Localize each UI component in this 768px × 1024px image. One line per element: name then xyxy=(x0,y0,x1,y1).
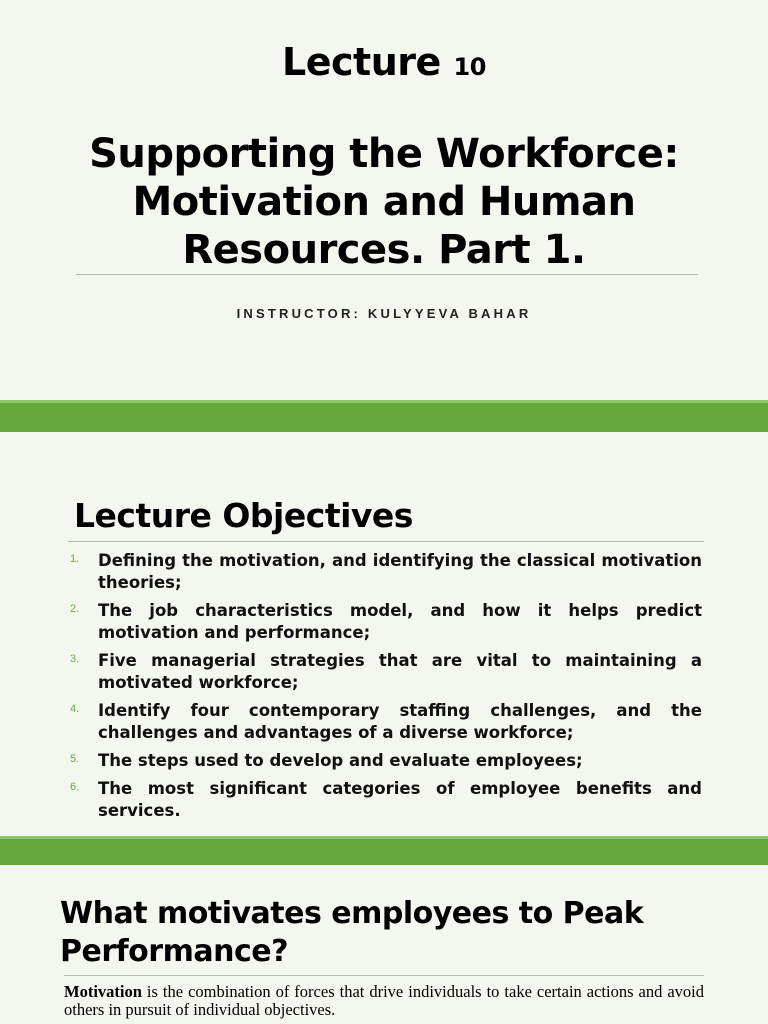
title-slide xyxy=(0,0,768,400)
list-item xyxy=(66,550,702,594)
lecture-word: Lecture xyxy=(282,40,441,84)
list-item xyxy=(66,650,702,694)
list-number: 2. xyxy=(70,603,80,615)
instructor-name: INSTRUCTOR: KULYYEVA BAHAR xyxy=(236,306,532,321)
list-item xyxy=(66,600,702,644)
list-number: 3. xyxy=(70,653,80,665)
slide-separator xyxy=(0,400,768,432)
list-text: Identify four contemporary staffing challenges, and the challenges and advantages of a diverse workforce; xyxy=(98,701,702,742)
list-text: The job characteristics model, and how it helps predict motivation and performance; xyxy=(98,601,702,642)
title-line-2: Motivation and Human xyxy=(132,179,636,225)
definition-term: Motivation xyxy=(64,982,142,1001)
title-divider xyxy=(76,274,698,275)
motivation-divider xyxy=(64,975,704,976)
definition-text: is the combination of forces that drive individuals to take certain actions and avoid others in pursuit of individual objectives. xyxy=(64,982,704,1019)
title-line-1: What motivates employees to Peak xyxy=(60,896,644,931)
lecture-title xyxy=(40,130,728,274)
motivation-definition xyxy=(64,983,704,1019)
objectives-title: Lecture Objectives xyxy=(74,496,413,535)
list-number: 5. xyxy=(70,753,80,765)
lecture-label xyxy=(0,40,768,84)
list-text: Five managerial strategies that are vital to maintaining a motivated workforce; xyxy=(98,651,702,692)
title-line-3: Resources. Part 1. xyxy=(182,227,586,273)
objectives-divider xyxy=(68,541,704,542)
list-text: The steps used to develop and evaluate employees; xyxy=(98,751,583,770)
title-line-1: Supporting the Workforce: xyxy=(89,131,679,177)
list-number: 1. xyxy=(70,553,80,565)
objectives-list xyxy=(66,550,702,828)
list-number: 6. xyxy=(70,781,80,793)
objectives-slide xyxy=(0,432,768,836)
list-item xyxy=(66,750,702,772)
motivation-slide xyxy=(0,865,768,1024)
title-line-2: Performance? xyxy=(60,934,288,969)
list-number: 4. xyxy=(70,703,80,715)
motivation-title xyxy=(60,895,740,971)
list-item xyxy=(66,778,702,822)
list-text: Defining the motivation, and identifying the classical motivation theories; xyxy=(98,551,702,592)
slide-separator xyxy=(0,836,768,865)
list-item xyxy=(66,700,702,744)
list-text: The most significant categories of employee benefits and services. xyxy=(98,779,702,820)
lecture-number: 10 xyxy=(453,53,486,81)
